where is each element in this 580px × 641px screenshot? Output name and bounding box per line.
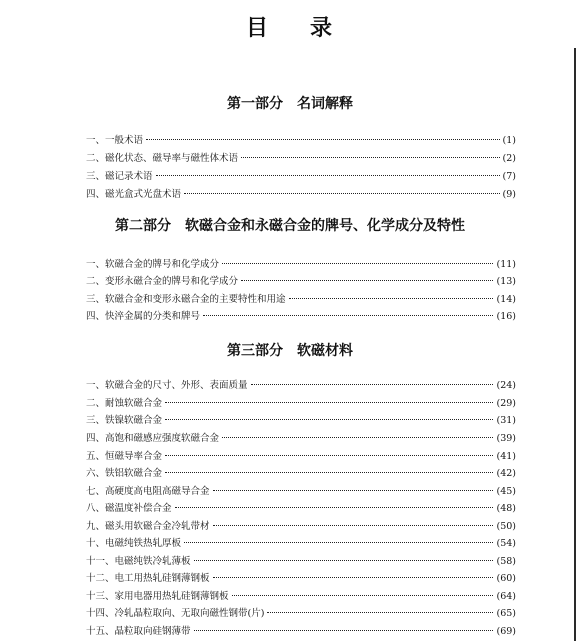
leader-dots xyxy=(213,478,494,491)
part-name: 软磁合金和永磁合金的牌号、化学成分及特性 xyxy=(185,218,465,234)
leader-dots xyxy=(165,443,493,456)
toc-entry-page: (14) xyxy=(496,294,516,305)
leader-dots xyxy=(213,513,494,526)
part-number: 第三部分 xyxy=(227,343,283,359)
leader-dots xyxy=(203,303,493,316)
toc-entry-label: 一、一般术语 xyxy=(86,135,144,146)
toc-entry-label: 一、软磁合金的尺寸、外形、表面质量 xyxy=(86,380,248,391)
part-heading-3 xyxy=(0,340,580,360)
part-number: 第一部分 xyxy=(227,96,283,112)
leader-dots xyxy=(251,372,494,385)
leader-dots xyxy=(194,548,494,561)
toc-entry-label: 五、恒磁导率合金 xyxy=(86,451,163,462)
toc-entry-page: (50) xyxy=(496,521,516,532)
toc-entry-label: 十四、冷轧晶粒取向、无取向磁性钢带(片) xyxy=(86,608,265,619)
leader-dots xyxy=(194,618,494,631)
toc-entry-page: (48) xyxy=(496,503,516,514)
toc-entry-label: 十五、晶粒取向硅钢薄带 xyxy=(86,626,191,637)
toc-entry-page: (58) xyxy=(496,556,516,567)
toc-entry-page: (13) xyxy=(496,276,516,287)
leader-dots xyxy=(241,268,493,281)
toc-entry[interactable] xyxy=(86,621,516,638)
leader-dots xyxy=(165,460,493,473)
toc-entry-label: 十、电磁纯铁热轧厚板 xyxy=(86,538,182,549)
leader-dots xyxy=(222,251,493,264)
leader-dots xyxy=(156,163,500,176)
toc-entry-label: 三、磁记录术语 xyxy=(86,171,153,182)
leader-dots xyxy=(184,181,500,194)
toc-entry-page: (42) xyxy=(496,468,516,479)
leader-dots xyxy=(165,390,493,403)
toc-entry-label: 二、磁化状态、磁导率与磁性体术语 xyxy=(86,153,239,164)
toc-entry-label: 九、磁头用软磁合金冷轧带材 xyxy=(86,521,210,532)
toc-entry-page: (64) xyxy=(496,591,516,602)
toc-entry-label: 二、变形永磁合金的牌号和化学成分 xyxy=(86,276,239,287)
toc-entry-label: 三、软磁合金和变形永磁合金的主要特性和用途 xyxy=(86,294,286,305)
toc-entry-label: 七、高硬度高电阻高磁导合金 xyxy=(86,486,210,497)
leader-dots xyxy=(213,565,494,578)
toc-entry-page: (29) xyxy=(496,398,516,409)
leader-dots xyxy=(289,286,494,299)
toc-entry-label: 十三、家用电器用热轧硅钢薄钢板 xyxy=(86,591,229,602)
toc-entry[interactable] xyxy=(86,306,516,323)
toc-entry-page: (9) xyxy=(502,189,516,200)
toc-entry-label: 十二、电工用热轧硅钢薄钢板 xyxy=(86,573,210,584)
leader-dots xyxy=(222,425,493,438)
toc-entry-page: (45) xyxy=(496,486,516,497)
toc-entry-page: (54) xyxy=(496,538,516,549)
toc-entry-page: (2) xyxy=(502,153,516,164)
toc-entry-label: 一、软磁合金的牌号和化学成分 xyxy=(86,259,220,270)
toc-entry-label: 三、铁镍软磁合金 xyxy=(86,415,163,426)
part-name: 名词解释 xyxy=(297,96,353,112)
leader-dots xyxy=(267,600,493,613)
toc-entry-label: 八、磁温度补偿合金 xyxy=(86,503,172,514)
toc-entry-page: (31) xyxy=(496,415,516,426)
toc-entry-page: (7) xyxy=(502,171,516,182)
leader-dots xyxy=(146,127,500,140)
toc-entry-label: 四、高饱和磁感应强度软磁合金 xyxy=(86,433,220,444)
toc-entry-label: 六、铁铝软磁合金 xyxy=(86,468,163,479)
toc-entry-page: (1) xyxy=(502,135,516,146)
part-number: 第二部分 xyxy=(115,218,171,234)
toc-entry-page: (24) xyxy=(496,380,516,391)
leader-dots xyxy=(184,530,493,543)
page-title xyxy=(0,11,580,42)
leader-dots xyxy=(241,145,500,158)
toc-entry-page: (60) xyxy=(496,573,516,584)
toc-entry[interactable] xyxy=(86,184,516,201)
part-heading-1 xyxy=(0,93,580,113)
title-char-1: 目 xyxy=(245,15,270,41)
title-char-2: 录 xyxy=(310,15,335,41)
toc-entry-label: 四、快淬金属的分类和牌号 xyxy=(86,311,201,322)
toc-entry-page: (69) xyxy=(496,626,516,637)
toc-entry-page: (41) xyxy=(496,451,516,462)
leader-dots xyxy=(175,495,494,508)
toc-entry-page: (11) xyxy=(496,259,516,270)
leader-dots xyxy=(232,583,494,596)
toc-entry-label: 十一、电磁纯铁冷轧薄板 xyxy=(86,556,191,567)
toc-entry-label: 四、磁光盒式光盘术语 xyxy=(86,189,182,200)
toc-entry-page: (39) xyxy=(496,433,516,444)
part-heading-2 xyxy=(0,215,580,235)
toc-entry-label: 二、耐蚀软磁合金 xyxy=(86,398,163,409)
toc-entry-page: (65) xyxy=(496,608,516,619)
toc-entry-page: (16) xyxy=(496,311,516,322)
leader-dots xyxy=(165,407,493,420)
part-name: 软磁材料 xyxy=(297,343,353,359)
